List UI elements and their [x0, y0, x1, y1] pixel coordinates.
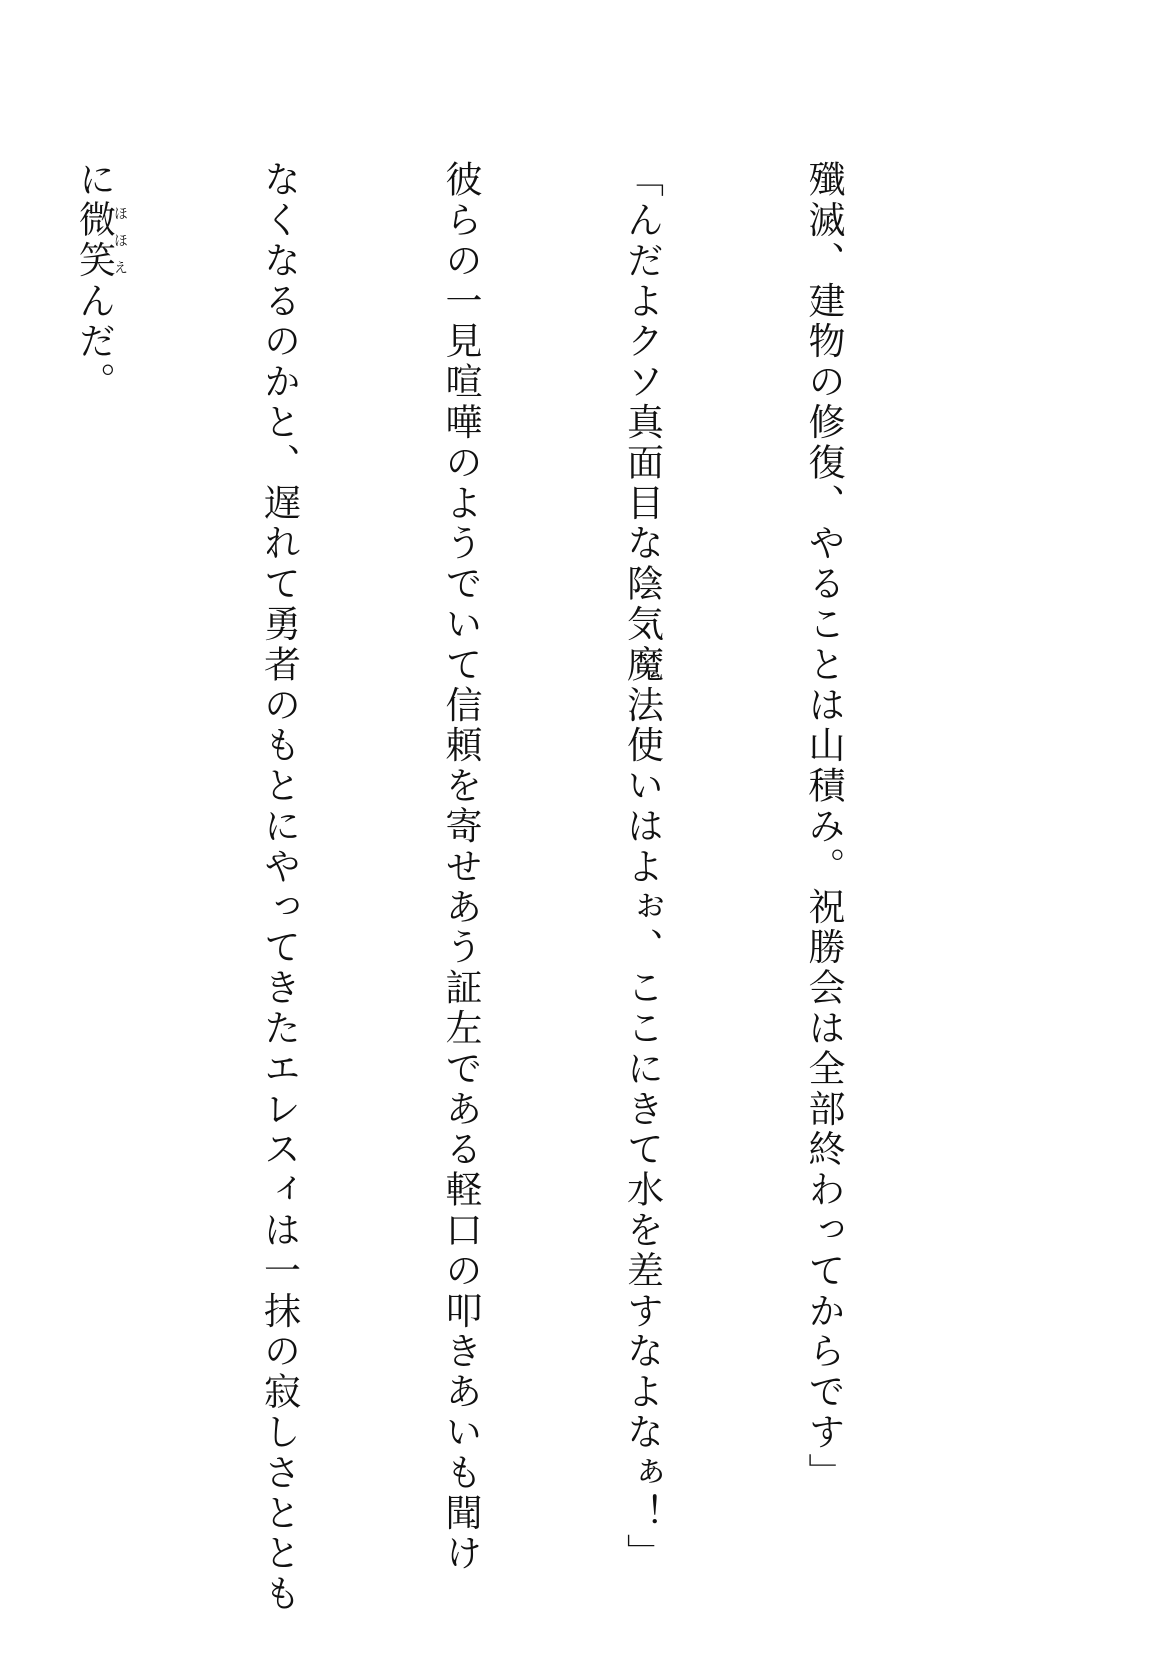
ruby-line-after: んだ。 [72, 281, 116, 403]
text-line: なくなるのかと、遅れて勇者のもとにやってきたエレスィは一抹の寂しさととも [257, 160, 301, 1615]
text-line: 彼らの一見喧嘩のようでいて信頼を寄せあう証左である軽口の叩きあいも聞け [439, 160, 482, 1574]
ruby-line-before: に [72, 160, 116, 201]
ruby-reading: ほほえ [112, 200, 128, 282]
ruby-annotation [72, 200, 128, 282]
ruby-base: 微笑 [72, 200, 116, 282]
vertical-text-body [0, 160, 974, 1615]
text-line: 殲滅、建物の修復、やることは山積み。祝勝会は全部終わってからです」 [802, 160, 845, 1494]
text-line-with-ruby [63, 160, 127, 1560]
text-line: 「んだよクソ真面目な陰気魔法使いはよぉ、ここにきて水を差すなよなぁ！」 [620, 160, 664, 1574]
